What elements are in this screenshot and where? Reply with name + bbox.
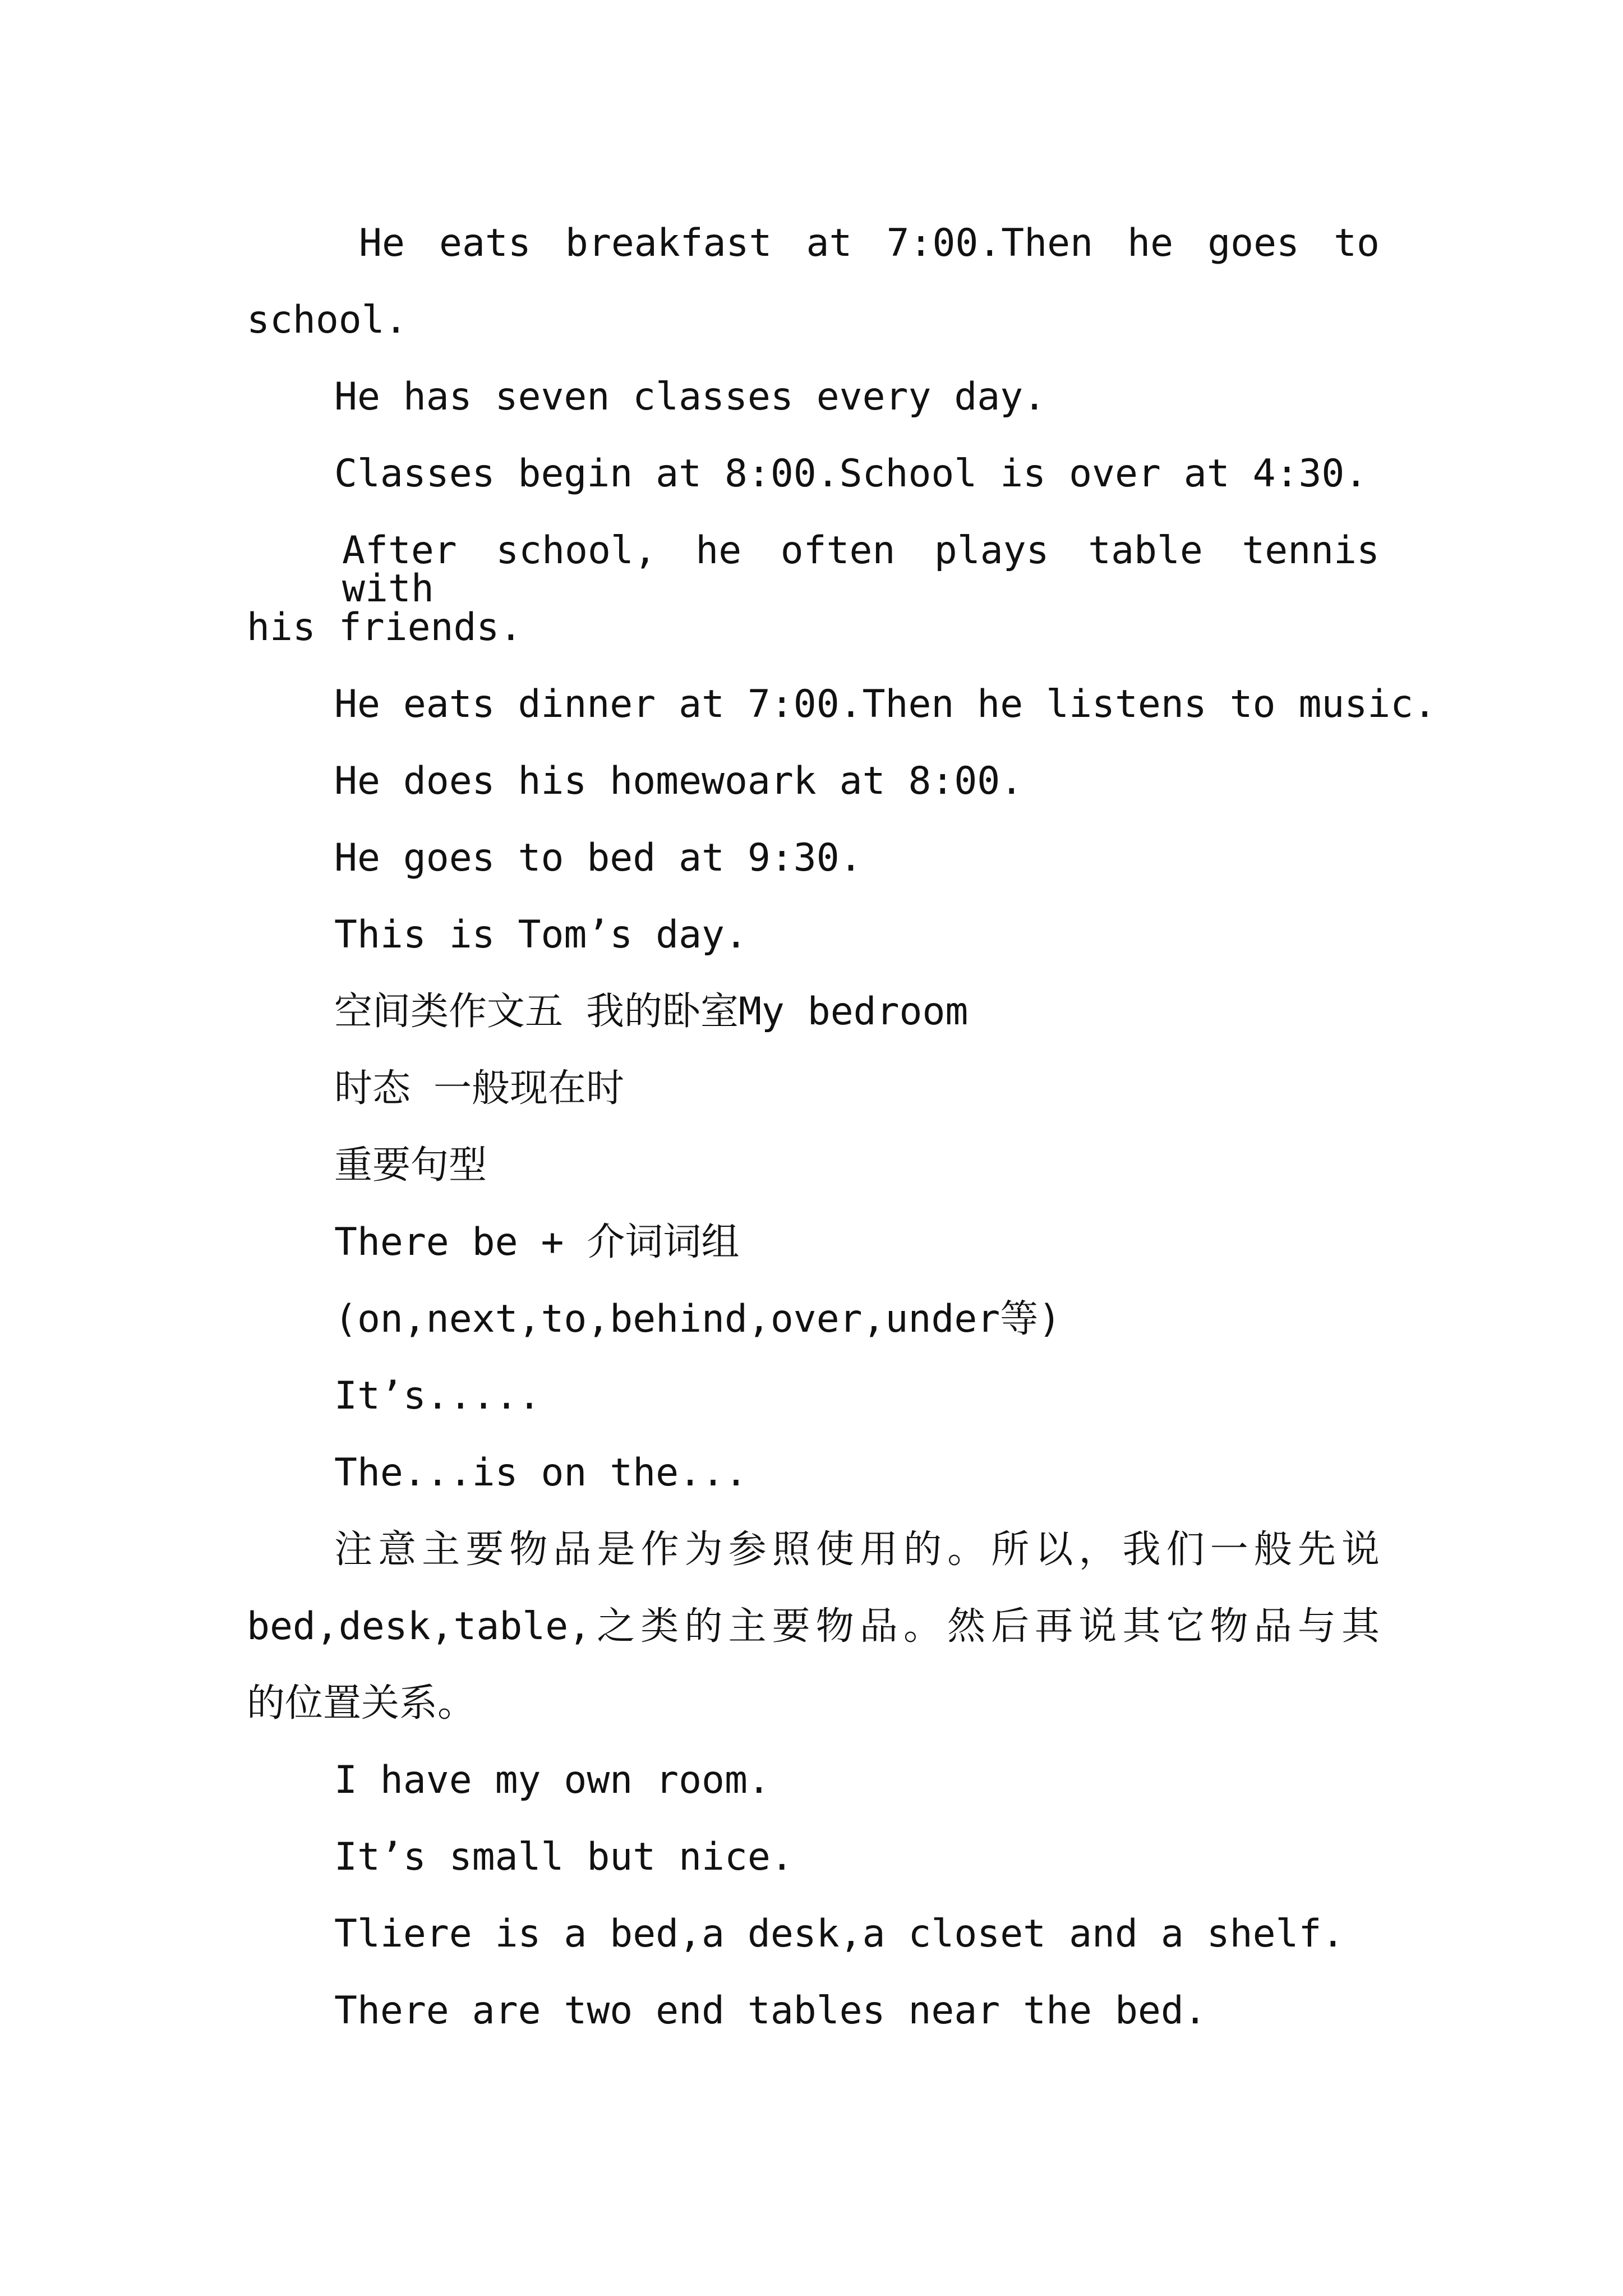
text-line: The...is on the... xyxy=(334,1451,748,1495)
text-line: He eats dinner at 7:00.Then he listens to music. xyxy=(334,682,1437,726)
text-line: He has seven classes every day. xyxy=(334,375,1046,419)
text-line: It’s small but nice. xyxy=(334,1835,794,1879)
text-line: Classes begin at 8:00.School is over at 4:30. xyxy=(334,452,1368,496)
text-line: This is Tom’s day. xyxy=(334,913,748,957)
text-line: There be + 介词词组 xyxy=(334,1220,740,1264)
text-line: school. xyxy=(247,298,408,342)
text-line: (on,next,to,behind,over,under等) xyxy=(334,1297,1062,1341)
text-line: Tliere is a bed,a desk,a closet and a shelf. xyxy=(334,1912,1345,1956)
text-line: He does his homewoark at 8:00. xyxy=(334,759,1023,803)
text-line: It’s..... xyxy=(334,1374,541,1418)
text-line: 时态 一般现在时 xyxy=(334,1066,624,1111)
text-line: He goes to bed at 9:30. xyxy=(334,836,863,880)
text-line: After school, he often plays table tennis with xyxy=(342,528,1380,611)
text-line: 的位置关系。 xyxy=(247,1681,476,1726)
text-line: He eats breakfast at 7:00.Then he goes to xyxy=(359,221,1380,265)
text-line: I have my own room. xyxy=(334,1758,771,1802)
text-line: There are two end tables near the bed. xyxy=(334,1989,1207,2033)
text-line: 空间类作文五 我的卧室My bedroom xyxy=(334,990,969,1034)
text-line: 重要句型 xyxy=(334,1143,487,1188)
text-line: 注意主要物品是作为参照使用的。所以，我们一般先说 xyxy=(334,1527,1380,1572)
text-line: bed,desk,table,之类的主要物品。然后再说其它物品与其 xyxy=(247,1604,1380,1649)
text-line: his friends. xyxy=(247,605,523,650)
